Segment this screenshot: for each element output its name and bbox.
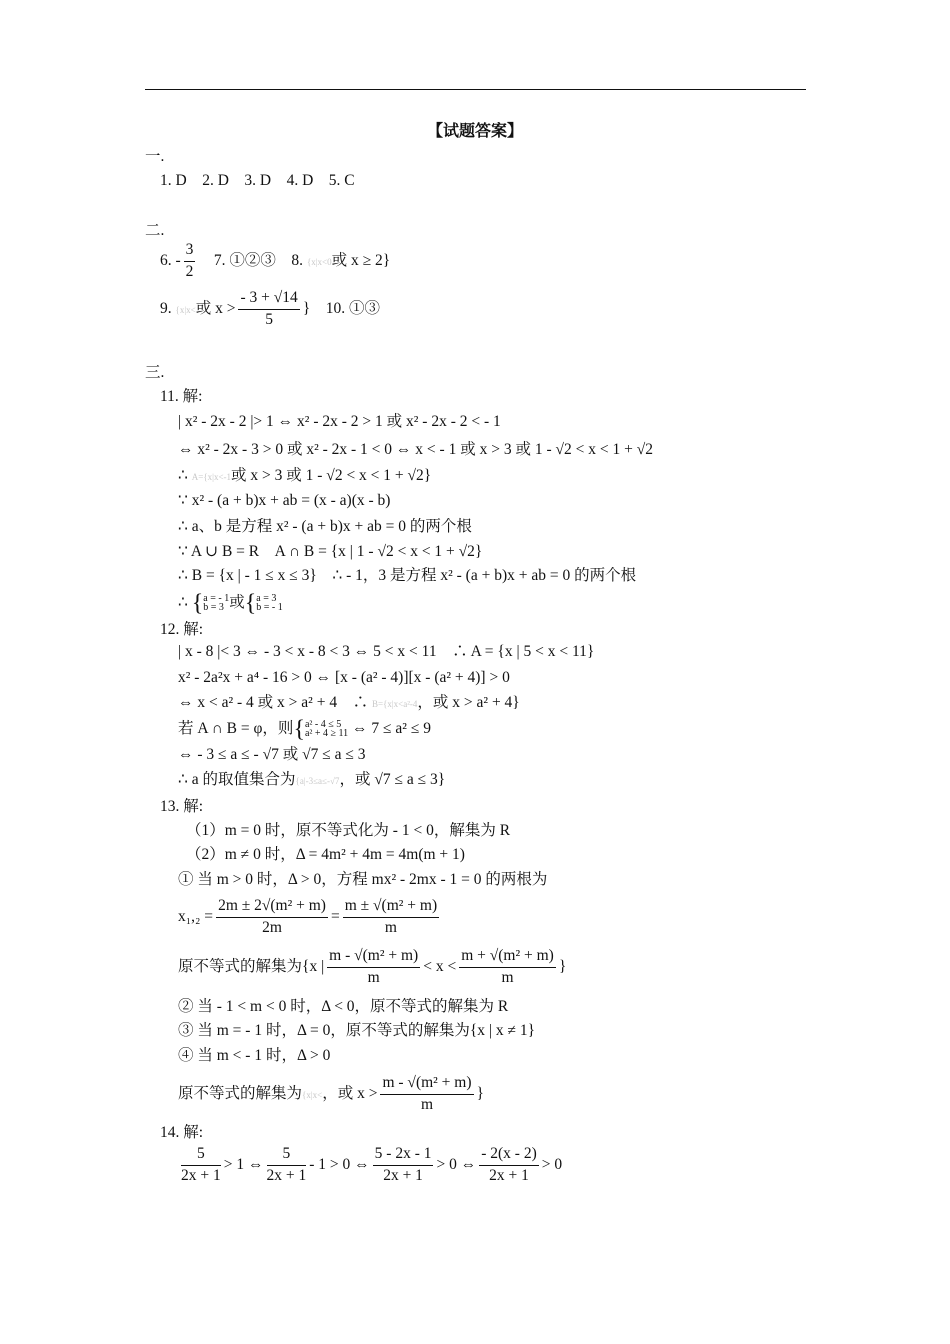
q7-answer: 7. ①②③ 8. — [198, 252, 307, 269]
answers-6-8 — [160, 240, 390, 283]
q9-tail: } — [302, 300, 311, 317]
q6-sign: - — [175, 252, 181, 269]
q14-denominator-1: 2x + 1 — [181, 1167, 221, 1185]
q13-heading: 13. 解: — [160, 798, 204, 815]
system-1-bottom: b = 3 — [203, 602, 224, 614]
q12-line-6-tail: ，或 √7 ≤ a ≤ 3} — [339, 771, 446, 788]
roots-numerator-1: 2m ± 2√(m² + m) — [216, 896, 328, 918]
q12-line-5: ⇔ - 3 ≤ a ≤ - √7 或 √7 ≤ a ≤ 3 — [178, 746, 366, 763]
q13-line-6: ② 当 - 1 < m < 0 时，Δ < 0，原不等式的解集为 R — [178, 998, 509, 1015]
q13-line-2: （2）m ≠ 0 时，Δ = 4m² + 4m = 4m(m + 1) — [186, 846, 465, 863]
q9-text: 或 x > — [195, 300, 236, 317]
q12-line-3 — [178, 692, 520, 715]
q14-numerator-2: 5 — [267, 1144, 307, 1166]
q12-line-3-tail: ，或 x > a² + 4} — [417, 694, 520, 711]
solution-numerator-3: m - √(m² + m) — [380, 1073, 473, 1095]
roots-numerator-2: m ± √(m² + m) — [343, 896, 439, 918]
system-2-bottom: b = - 1 — [256, 602, 283, 614]
q11-faint-text: A={x|x<-1 — [191, 472, 232, 482]
q8-faint-text: {x|x<0 — [306, 257, 332, 267]
solution-numerator-2: m + √(m² + m) — [459, 946, 556, 968]
q12-line-1: | x - 8 |< 3 ⇔ - 3 < x - 8 < 3 ⇔ 5 < x < 11 ∴ A = {x | 5 < x < 11} — [178, 643, 595, 660]
answers-9-10 — [160, 288, 380, 331]
q11-system-1 — [203, 594, 229, 612]
roots-fraction-1 — [216, 896, 328, 938]
section-1-label: 一. — [145, 148, 165, 165]
q14-denominator-2: 2x + 1 — [266, 1167, 307, 1185]
q14-numerator-1: 5 — [181, 1144, 221, 1166]
solution-denominator-2: m — [501, 969, 514, 987]
q12-system-bottom: a² + 4 ≥ 11 — [304, 728, 349, 740]
q6-fraction — [184, 240, 196, 282]
q12-faint-text-2: {a|-3≤a≤-√7 — [295, 776, 340, 786]
q14-numerator-4: - 2(x - 2) — [479, 1144, 539, 1166]
q6-label: 6. — [160, 252, 176, 269]
q10-answer: 10. ①③ — [310, 300, 380, 317]
q11-line-2: ⇔ x² - 2x - 3 > 0 或 x² - 2x - 1 < 0 ⇔ x < - 1 或 x > 3 或 1 - √2 < x < 1 + √2 — [178, 441, 653, 458]
q13-line-5 — [178, 943, 566, 991]
q12-line-3-text: ⇔ x < a² - 4 或 x > a² + 4 ∴ — [178, 694, 372, 711]
q6-denominator: 2 — [185, 263, 194, 281]
q9-label: 9. — [160, 300, 176, 317]
q14-heading: 14. 解: — [160, 1124, 204, 1141]
q11-line-7: ∴ B = {x | - 1 ≤ x ≤ 3} ∴ - 1，3 是方程 x² - (a + b)x + ab = 0 的两个根 — [178, 567, 637, 584]
q14-line-1 — [178, 1142, 562, 1188]
q11-line-5: ∴ a、b 是方程 x² - (a + b)x + ab = 0 的两个根 — [178, 518, 472, 535]
roots-fraction-2 — [343, 896, 439, 938]
section-1-answers: 1. D 2. D 3. D 4. D 5. C — [160, 172, 355, 189]
solution-close: } — [558, 958, 567, 975]
q14-fraction-2 — [267, 1144, 307, 1186]
solution-middle: < x < — [423, 958, 457, 975]
q14-fraction-3 — [373, 1144, 434, 1186]
q11-line-6: ∵ A ∪ B = R A ∩ B = {x | 1 - √2 < x < 1 + √2} — [178, 543, 483, 560]
q13-line-9-text: ，或 x > — [322, 1085, 378, 1102]
q14-text-3: > 0 ⇔ — [436, 1156, 477, 1173]
q8-answer: 或 x ≥ 2} — [331, 252, 391, 269]
q9-fraction — [238, 288, 299, 330]
q13-line-9 — [178, 1070, 484, 1119]
q14-denominator-4: 2x + 1 — [489, 1167, 529, 1185]
q12-line-4-text: 若 A ∩ B = φ，则 — [178, 720, 294, 737]
q13-line-7: ③ 当 m = - 1 时，Δ = 0，原不等式的解集为{x | x ≠ 1} — [178, 1022, 536, 1039]
q14-denominator-3: 2x + 1 — [383, 1167, 423, 1185]
left-brace-icon: { — [191, 590, 204, 617]
system-2-top: a = 3 — [256, 593, 277, 605]
q13-faint-text: {x|x< — [302, 1090, 323, 1100]
q9-denominator: 5 — [265, 311, 273, 329]
q13-line-8: ④ 当 m < - 1 时，Δ > 0 — [178, 1047, 331, 1064]
q12-heading: 12. 解: — [160, 621, 204, 638]
or-word: 或 — [229, 594, 245, 611]
solution-fraction-1 — [327, 946, 420, 988]
q14-text-1: > 1 ⇔ — [223, 1156, 264, 1173]
q14-text-2: - 1 > 0 ⇔ — [309, 1156, 370, 1173]
roots-label: x₁,₂ = — [178, 908, 214, 925]
roots-denominator-1: 2m — [262, 919, 282, 937]
solution-fraction-2 — [459, 946, 556, 988]
q12-line-6 — [178, 769, 445, 792]
left-brace-icon: { — [293, 716, 305, 743]
equals-sign: = — [330, 908, 340, 925]
q12-faint-text: B={x|x<a²-4 — [371, 699, 418, 709]
system-1-top: a = - 1 — [203, 593, 230, 605]
header-rule — [145, 89, 806, 90]
q14-numerator-3: 5 - 2x - 1 — [373, 1144, 434, 1166]
solution-set-label-2: 原不等式的解集为 — [178, 1085, 303, 1102]
solution-denominator-1: m — [367, 969, 380, 987]
q6-numerator: 3 — [185, 241, 194, 259]
q13-line-3: ① 当 m > 0 时，Δ > 0，方程 mx² - 2mx - 1 = 0 的两根为 — [178, 871, 548, 888]
q11-heading: 11. 解: — [160, 388, 203, 405]
q11-line-1: | x² - 2x - 2 |> 1 ⇔ x² - 2x - 2 > 1 或 x² - 2x - 2 < - 1 — [178, 413, 501, 430]
q11-system-2 — [256, 594, 282, 612]
q12-line-4-tail: ⇔ 7 ≤ a² ≤ 9 — [352, 720, 431, 737]
q11-line-4: ∵ x² - (a + b)x + ab = (x - a)(x - b) — [178, 492, 391, 509]
solution-numerator-1: m - √(m² + m) — [327, 946, 420, 968]
left-brace-icon: { — [244, 590, 257, 617]
q12-line-6-text: ∴ a 的取值集合为 — [178, 771, 296, 788]
q13-line-4 — [178, 893, 442, 941]
page-title: 【试题答案】 — [426, 121, 523, 140]
solution-denominator-3: m — [420, 1096, 434, 1114]
q13-line-1: （1）m = 0 时，原不等式化为 - 1 < 0，解集为 R — [186, 822, 511, 839]
q14-text-4: > 0 — [541, 1156, 563, 1173]
q11-line-3-text: 或 x > 3 或 1 - √2 < x < 1 + √2} — [231, 467, 432, 484]
q12-line-4 — [178, 714, 431, 744]
q9-numerator: - 3 + √14 — [238, 288, 299, 310]
q9-faint-text: {x|x< — [175, 305, 196, 315]
q12-system — [305, 720, 348, 738]
therefore-symbol: ∴ — [178, 594, 192, 611]
q14-fraction-1 — [181, 1144, 221, 1186]
q12-line-2: x² - 2a²x + a⁴ - 16 > 0 ⇔ [x - (a² - 4)][x - (a² + 4)] > 0 — [178, 669, 510, 686]
q11-line-8 — [178, 588, 283, 618]
section-2-label: 二. — [145, 222, 165, 239]
solution-set-label: 原不等式的解集为{x | — [178, 958, 325, 975]
roots-denominator-2: m — [384, 919, 397, 937]
therefore-symbol: ∴ — [178, 467, 192, 484]
solution-fraction-3 — [380, 1073, 473, 1115]
q14-fraction-4 — [479, 1144, 539, 1186]
q11-line-3 — [178, 465, 431, 488]
section-3-label: 三. — [145, 364, 165, 381]
solution-close-2: } — [476, 1085, 484, 1102]
q12-system-top: a² - 4 ≤ 5 — [304, 719, 342, 731]
